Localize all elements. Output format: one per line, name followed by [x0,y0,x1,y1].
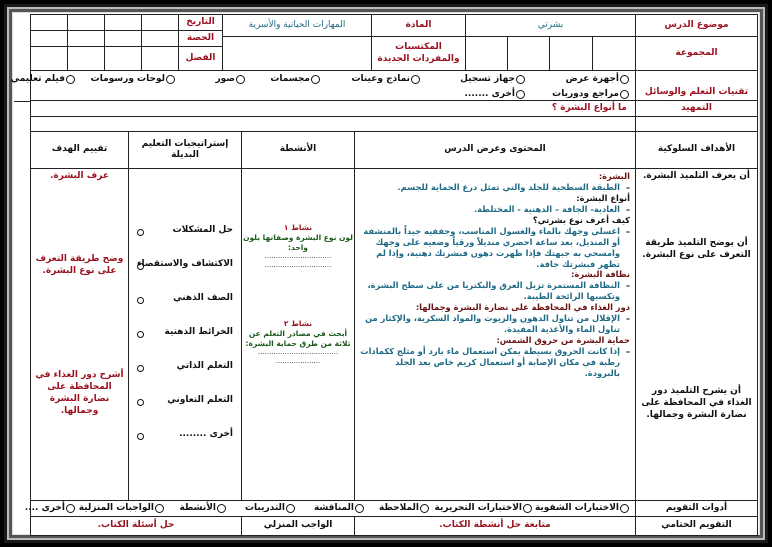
period-cell[interactable] [141,30,179,47]
assessment-tools-label: أدوات التقويم [635,500,758,517]
content-heading: دور الغذاء في المحافظة على نضارة البشرة وجمالها: [415,302,630,313]
date-label: التاريخ [178,14,223,31]
bullet-circle-icon[interactable] [137,229,144,236]
bullet-circle-icon[interactable] [137,263,144,270]
col-header-strategies: إستراتيجيات التعليم البديلة [128,131,242,169]
content-heading: نظافة البشرة: [571,269,630,280]
intro-label: التمهيد [635,100,758,117]
bullet-circle-icon[interactable] [137,399,144,406]
radio-circle-icon[interactable] [66,75,75,84]
strategy-item: الخرائط الذهنية [164,327,233,337]
subject-value: المهارات الحياتية والأسرية [222,14,372,37]
content-bullet: – الطبقة السطحية للجلد والتي تمثل درع الحماية للجسم. [360,182,630,193]
assessment-option[interactable]: المناقشة [314,503,364,514]
radio-circle-icon[interactable] [66,504,75,513]
activity-2: نشاط ٢ أبحث في مصادر التعلم عن ثلاثة من طرق حماية البشرة: .................................... .................... [242,319,354,366]
col-header-evaluation: تقييم الهدف [30,131,129,169]
radio-circle-icon[interactable] [420,504,429,513]
content-bullet: – الإقلال من تناول الدهون والزيوت والمواد السكرية، والإكثار من تناول الماء والأغذية المفيدة. [360,313,630,335]
class-cell[interactable] [67,46,105,71]
strategy-item: الصف الذهني [173,293,233,303]
group-cell[interactable] [549,36,593,71]
answer-line[interactable]: .............................. [264,252,332,261]
resource-option[interactable]: أخرى ....... [465,89,525,100]
assessment-option[interactable]: الملاحظة [379,503,429,514]
date-cell[interactable] [104,14,142,31]
bullet-circle-icon[interactable] [137,433,144,440]
assessment-option[interactable]: الاختبارات التحريرية [435,503,532,514]
objective-item: أن يعرف التلميذ البشرة. [642,171,751,181]
radio-circle-icon[interactable] [411,75,420,84]
activities-column [241,168,355,501]
resource-option[interactable]: مراجع ودوريات [552,89,629,100]
answer-line[interactable]: .................................... [257,348,339,357]
resource-option[interactable]: أجهزة عرض [566,74,629,85]
strategy-item: التعلم الذاتي [176,361,233,371]
radio-circle-icon[interactable] [620,90,629,99]
content-heading: البشرة: [598,171,630,181]
date-cell[interactable] [141,14,179,31]
objectives-column [635,168,758,501]
assessment-option[interactable]: الأنشطة [179,503,226,514]
radio-circle-icon[interactable] [620,75,629,84]
group-cell[interactable] [507,36,550,71]
radio-circle-icon[interactable] [523,504,532,513]
frame-inner [12,12,760,535]
intro-value: ما أنواع البشرة ؟ [30,100,636,117]
objective-item: أن يشرح التلميذ دور الغذاء في المحافظة على نضارة البشرة وجمالها. [641,386,752,421]
evaluation-item: عرف البشرة. [50,171,109,181]
activity-1: نشاط ١ لون نوع البشرة وصفاتها بلون واحد: .............................. .............................. [243,223,353,270]
radio-circle-icon[interactable] [311,75,320,84]
evaluation-column [30,168,129,501]
strategy-item: التعلم التعاوني [167,395,233,405]
vocab-label: المكتسبات والمفردات الجديدة [371,36,466,71]
radio-circle-icon[interactable] [166,75,175,84]
class-cell[interactable] [104,46,142,71]
col-header-content: المحتوى وعرض الدرس [354,131,636,169]
answer-line[interactable]: .................... [275,357,321,366]
lesson-topic-label: موضوع الدرس [635,14,758,37]
col-header-activities: الأنشطة [241,131,355,169]
group-cell[interactable] [465,36,508,71]
class-cell[interactable] [30,46,68,71]
blank-cell [635,116,758,132]
assessment-option[interactable]: أخرى .... [25,503,75,514]
radio-circle-icon[interactable] [155,504,164,513]
answer-line[interactable]: .............................. [264,261,332,270]
strategies-column [128,168,242,501]
date-cell[interactable] [30,14,68,31]
group-cell[interactable] [592,36,636,71]
class-label: الفصل [178,46,223,71]
content-heading: أنواع البشرة: [576,192,630,203]
content-bullet: – النظافة المستمرة تزيل العرق والبكتريا من على سطح البشرة، وتكسبها الرائحة الطيبة. [360,280,630,302]
bullet-circle-icon[interactable] [137,331,144,338]
resource-option[interactable]: مجسمات [270,74,320,85]
radio-circle-icon[interactable] [355,504,364,513]
resource-option[interactable]: صور [215,74,245,85]
class-cell[interactable] [141,46,179,71]
date-cell[interactable] [67,14,105,31]
col-header-objectives: الأهداف السلوكية [635,131,758,169]
final-assessment-value: متابعة حل أنشطة الكتاب. [354,516,636,536]
radio-circle-icon[interactable] [236,75,245,84]
radio-circle-icon[interactable] [217,504,226,513]
frame-border [7,7,765,540]
content-bullet: – إذا كانت الحروق بسيطة يمكن استعمال ماء بارد أو مثلج ككمادات رطبة في مكان الإصابة أو استعمال كريم خاص بعد الجلد بالبرودة. [360,346,630,379]
radio-circle-icon[interactable] [620,504,629,513]
assessment-tools-options [24,500,636,517]
strategy-item: أخرى ........ [179,429,233,439]
content-column [354,168,636,501]
period-cell[interactable] [30,30,68,47]
resource-option[interactable]: لوحات ورسومات [91,74,175,85]
subject-label: المادة [371,14,466,37]
evaluation-item: أشرح دور الغذاء في المحافظة على نضارة البشرة وجمالها. [35,370,124,417]
final-assessment-label: التقويم الختامي [635,516,758,536]
group-label: المجموعة [635,36,758,71]
period-cell[interactable] [104,30,142,47]
resources-label: تقنيات التعلم والوسائل [635,70,758,115]
content-heading: كيف أعرف نوع بشرتي؟ [532,214,630,225]
period-cell[interactable] [67,30,105,47]
content-bullet: – اغسلي وجهك بالماء والغسول المناسب، وجففيه جيداً بالمنشفة أو المنديل، بعد ساعة احضري منديلاً ورقياً وضعيه على وجهك وامسحي به جبهتك فإذا ظهرت دهون فبشرتك دهنية، وإذا لم تظهر فبشرتك جافة. [360,226,630,270]
strategy-item: حل المشكلات [172,225,233,235]
period-label: الحصة [178,30,223,47]
resource-option[interactable]: نماذج وعينات [351,74,420,85]
strategy-item: الاكتشاف والاستقصاء [136,259,233,269]
radio-circle-icon[interactable] [516,75,525,84]
resource-option[interactable]: فيلم تعليمي [11,74,75,85]
content-heading: حماية البشرة من حروق الشمس: [496,335,630,346]
lesson-topic-value: بشرتي [465,14,636,37]
blank-cell [30,116,636,132]
page-frame [4,4,768,543]
radio-circle-icon[interactable] [516,90,525,99]
vocab-value[interactable] [222,36,372,71]
lesson-plan-sheet [10,14,758,533]
homework-value: حل أسئلة الكتاب. [30,516,242,536]
assessment-option[interactable]: الواجبات المنزلية [79,503,164,514]
bullet-circle-icon[interactable] [137,365,144,372]
resource-option[interactable]: جهاز تسجيل [460,74,525,85]
radio-circle-icon[interactable] [286,504,295,513]
content-bullet: – العادية- الجافة – الدهنية - المختلطة. [360,204,630,215]
assessment-option[interactable]: التدريبات [245,503,295,514]
assessment-option[interactable]: الاختبارات الشفوية [535,503,629,514]
homework-label: الواجب المنزلي [241,516,355,536]
objective-item: أن يوضح التلميذ طريقة التعرف على نوع البشرة. [642,238,751,261]
bullet-circle-icon[interactable] [137,297,144,304]
evaluation-item: وضح طريقة التعرف على نوع البشرة. [35,254,124,277]
